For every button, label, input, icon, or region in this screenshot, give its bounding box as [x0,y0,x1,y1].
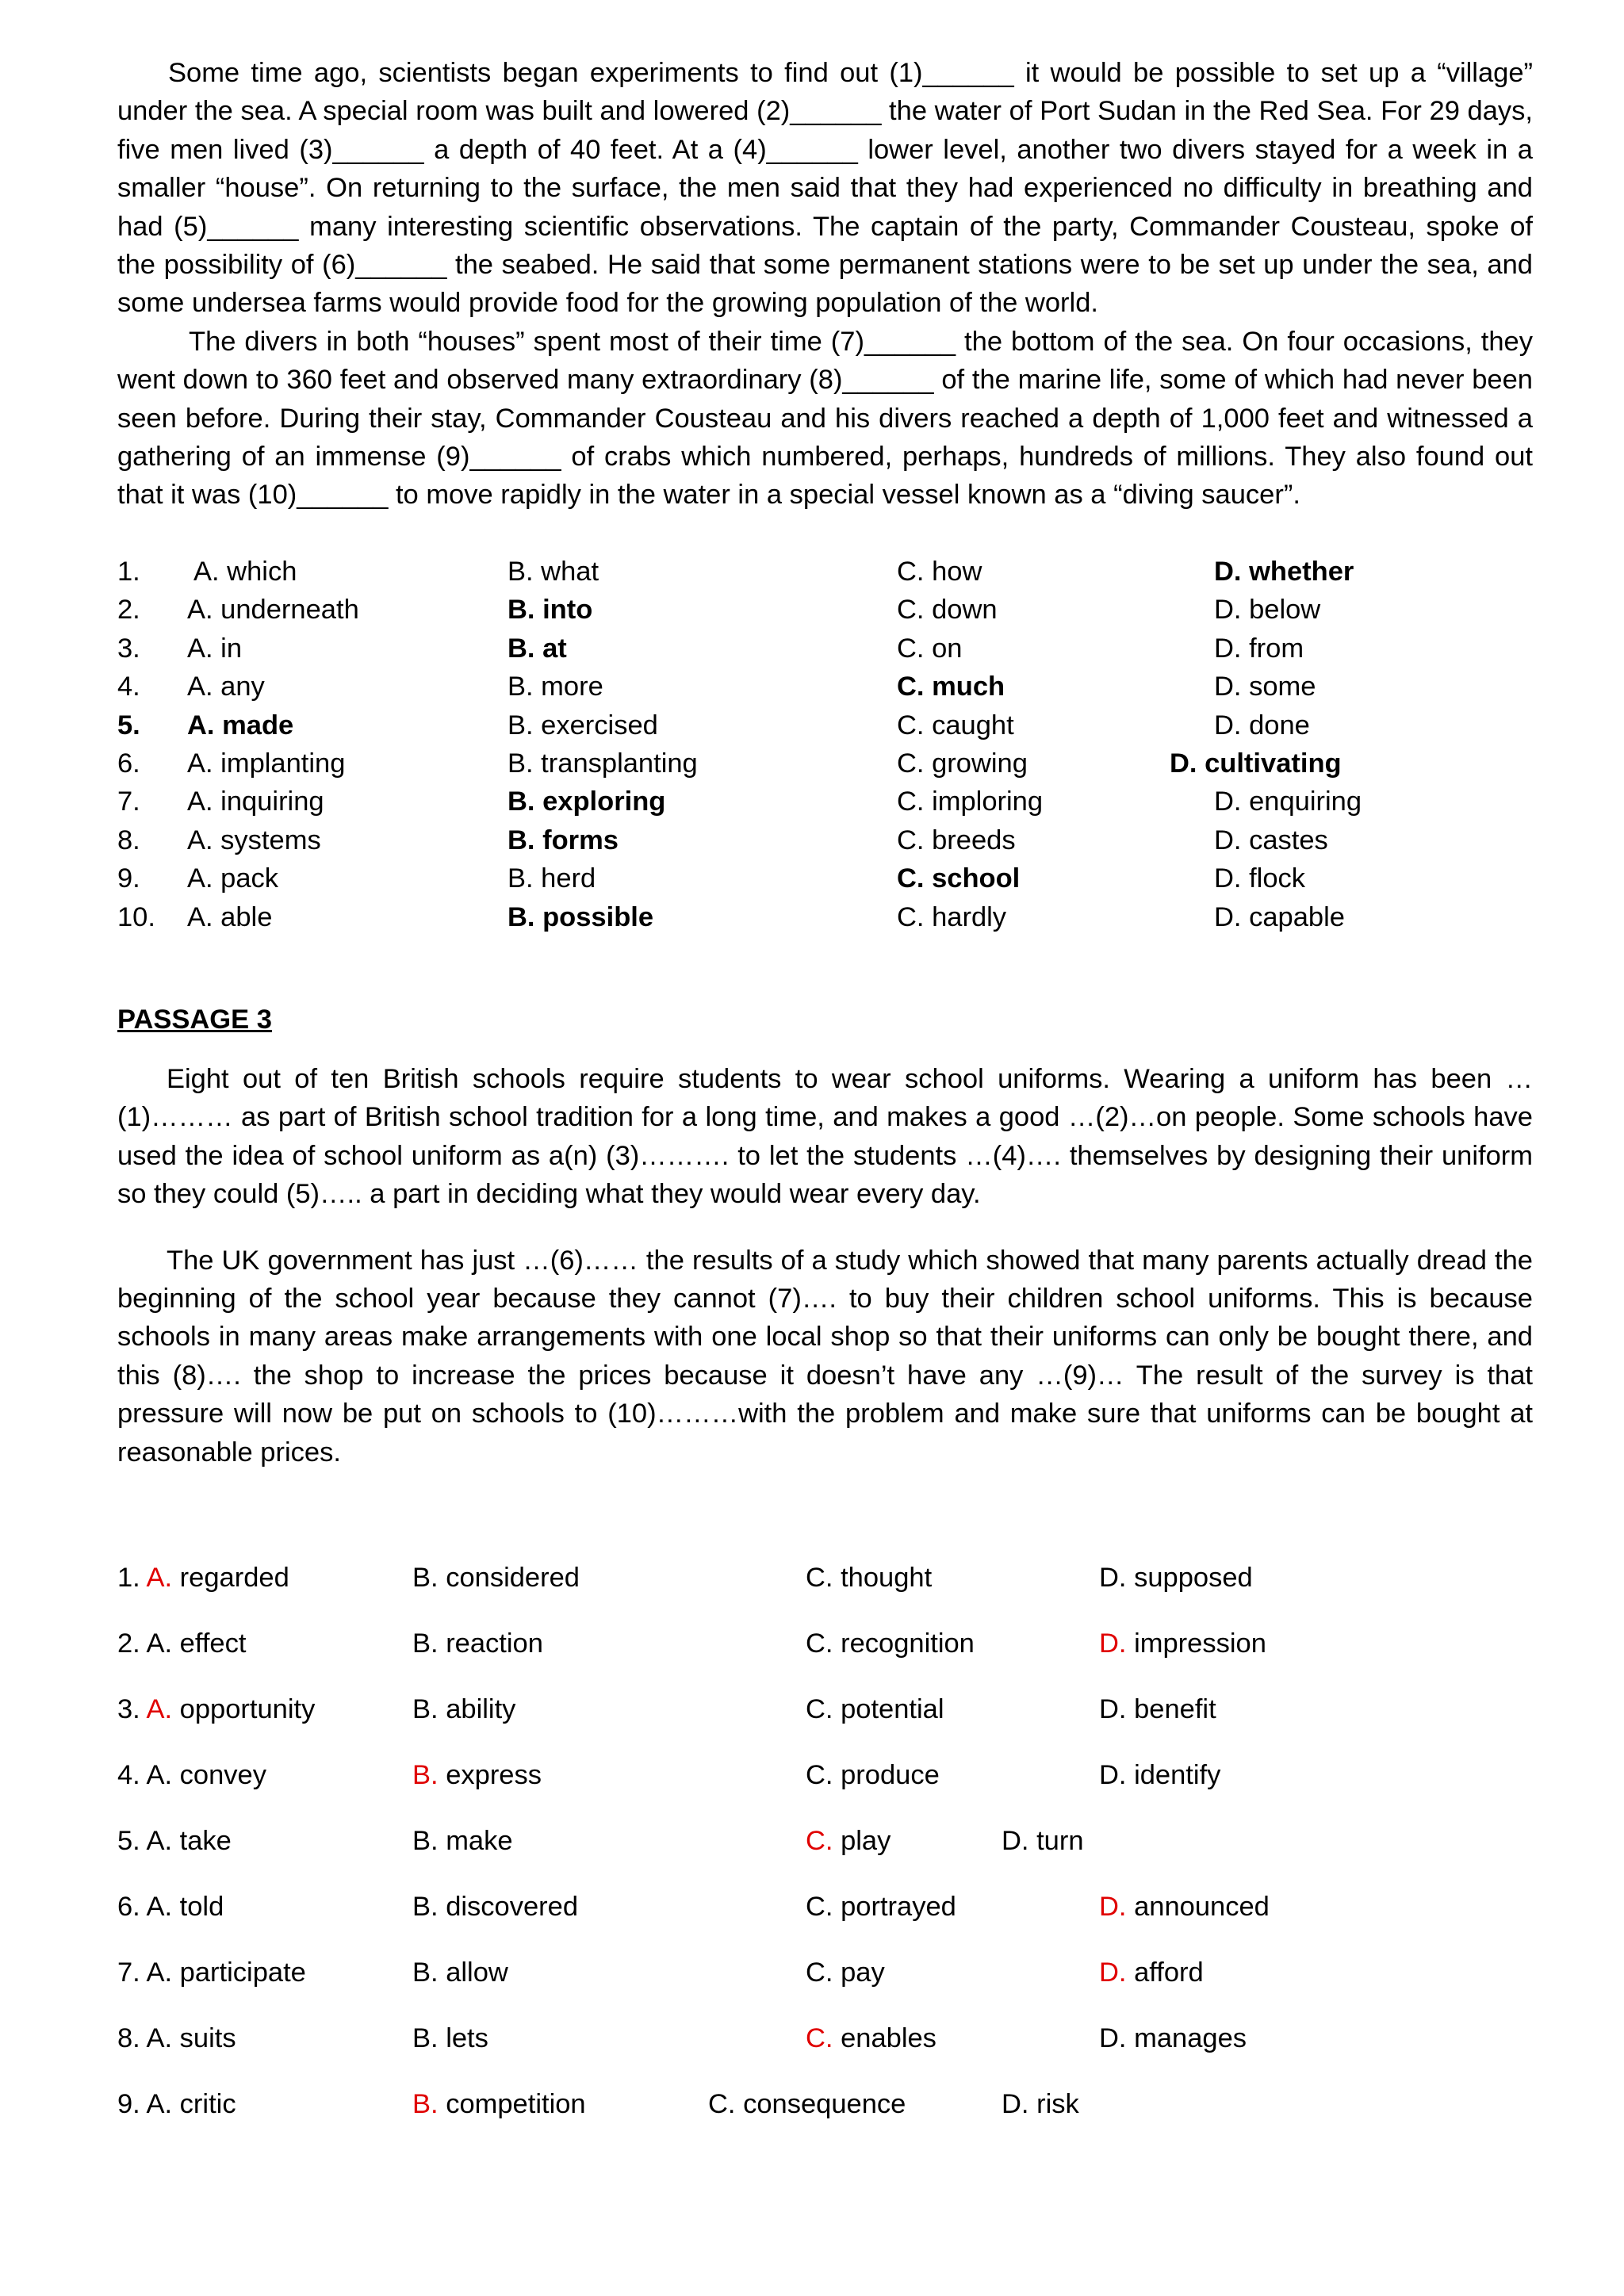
option-b: B. forms [508,825,619,855]
option-letter: A. [146,1563,173,1593]
option-text: identify [1126,1760,1221,1790]
option-a [117,2019,236,2057]
option-text: afford [1126,1957,1204,1988]
option-d: D. capable [1214,901,1345,932]
question-number: 6. [117,748,140,779]
option-c: C. breeds [897,825,1016,855]
option-text: convey [172,1760,266,1790]
option-letter: C. [806,1694,833,1724]
question-number: 5. [117,710,140,740]
option-text: regarded [172,1563,289,1593]
option-letter: C. [806,2023,833,2053]
option-a [117,1690,315,1728]
option-letter: B. [412,1892,439,1922]
passage2-question-row [117,898,1545,936]
option-c: C. school [897,863,1021,894]
option-letter: D. [1099,1957,1127,1988]
option-b: B. more [508,672,603,702]
option-text: participate [172,1957,306,1988]
option-text: ability [438,1694,516,1724]
passage2-question-row [117,744,1545,783]
option-letter: C. [806,1826,833,1856]
option-b: B. exploring [508,786,666,817]
option-c [806,1888,956,1926]
option-a [117,1756,266,1794]
option-d: D. some [1214,672,1316,702]
option-a: A. any [187,672,265,702]
option-a [117,1559,289,1597]
option-letter: B. [412,1694,439,1724]
option-b: B. into [508,595,593,626]
option-c [806,1559,932,1597]
option-b [412,1624,543,1663]
option-b: B. transplanting [508,748,698,779]
option-a [117,1954,306,1992]
option-text: opportunity [172,1694,316,1724]
option-c [806,2019,936,2057]
option-text: risk [1028,2089,1079,2119]
option-text: suits [172,2023,236,2053]
passage3-paragraph-2: The UK government has just …(6)…… the results of a study which showed that many parents actually dread the beginning of the school year because they cannot (7)…. to buy their children school uniforms. This is because schools in many areas make arrangements with one local shop so that their uniforms can only be bought there, and this (8)…. the shop to increase the prices because it doesn’t have any …(9)… The result of the survey is that pressure will now be put on schools to (10)………with the problem and make sure that uniforms can be bought at reasonable prices. [117,1245,1533,1468]
option-b: B. herd [508,863,596,894]
question-number: 3. [117,633,140,664]
option-letter: C. [806,1892,833,1922]
option-c [806,1690,944,1728]
question-number: 9. [117,863,140,894]
option-letter: A. [146,1694,173,1724]
option-letter: B. [412,1957,439,1988]
option-text: allow [438,1957,508,1988]
option-d [1099,1690,1216,1728]
option-d: D. enquiring [1214,786,1362,817]
option-letter: C. [806,1760,833,1790]
passage3-question-row [117,2085,1545,2151]
option-letter: D. [1099,2023,1127,2053]
option-a: A. inquiring [187,786,324,817]
passage3-heading: PASSAGE 3 [117,1004,272,1035]
question-number: 4. [117,1760,147,1790]
option-text: turn [1028,1826,1084,1856]
option-letter: B. [412,1760,439,1790]
option-letter: D. [1099,1628,1127,1659]
question-number: 3. [117,1694,147,1724]
option-letter: D. [1099,1760,1127,1790]
option-text: impression [1126,1628,1266,1659]
question-number: 7. [117,1957,147,1988]
option-a [117,1822,232,1860]
question-number: 7. [117,786,140,817]
option-c: C. on [897,633,963,664]
option-a [117,1888,224,1926]
option-d [1099,1756,1220,1794]
option-c: C. imploring [897,786,1044,817]
option-b: B. exercised [508,710,658,740]
option-b [412,2085,586,2123]
passage3-question-row [117,2019,1545,2085]
option-d [1002,2085,1079,2123]
passage2-paragraph-2: The divers in both “houses” spent most of their time (7)______ the bottom of the sea. On four occasions, they went down to 360 feet and observed many extraordinary (8)______ of the marine life, some of which had never been seen before. During their stay, Commander Cousteau and his divers reached a depth of 1,000 feet and witnessed a gathering of an immense (9)______ of crabs which numbered, perhaps, hundreds of millions. They also found out that it was (10)______ to move rapidly in the water in a special vessel known as a “diving saucer”. [117,326,1533,511]
option-a: A. implanting [187,748,346,779]
question-number: 2. [117,595,140,626]
question-number: 1. [117,1563,147,1593]
passage3-question-row [117,1559,1545,1624]
option-letter: D. [1002,2089,1029,2119]
question-number: 6. [117,1892,147,1922]
option-d: D. whether [1214,557,1354,587]
passage3-question-row [117,1954,1545,2019]
option-text: manages [1126,2023,1247,2053]
option-b [412,2019,488,2057]
option-text: produce [833,1760,940,1790]
option-c [806,1756,940,1794]
option-text: discovered [438,1892,579,1922]
option-b: B. possible [508,901,654,932]
option-a: A. systems [187,825,321,855]
option-d [1099,1624,1266,1663]
option-d: D. done [1214,710,1310,740]
option-text: announced [1126,1892,1270,1922]
option-d [1099,2019,1247,2057]
option-letter: A. [146,2023,173,2053]
option-letter: A. [146,1628,173,1659]
option-c [806,1624,975,1663]
option-b [412,1888,578,1926]
option-letter: B. [412,2023,439,2053]
option-d: D. castes [1214,825,1328,855]
option-d: D. flock [1214,863,1306,894]
option-text: potential [833,1694,944,1724]
question-number: 1. [117,557,140,587]
option-letter: D. [1099,1694,1127,1724]
option-c: C. much [897,672,1005,702]
option-b [412,1690,515,1728]
question-number: 2. [117,1628,147,1659]
passage2-question-row [117,706,1545,744]
option-text: competition [438,2089,586,2119]
option-text: recognition [833,1628,975,1659]
passage3-question-row [117,1756,1545,1822]
option-letter: C. [806,1628,833,1659]
passage2-question-row [117,629,1545,668]
option-text: make [438,1826,513,1856]
option-b: B. what [508,557,599,587]
question-number: 5. [117,1826,147,1856]
passage3-question-row [117,1624,1545,1690]
option-text: considered [438,1563,580,1593]
passage3-question-row [117,1822,1545,1888]
option-letter: D. [1099,1563,1127,1593]
option-text: play [833,1826,891,1856]
option-d [1099,1559,1253,1597]
option-text: take [172,1826,232,1856]
question-number: 8. [117,2023,147,2053]
option-text: pay [833,1957,885,1988]
option-text: enables [833,2023,936,2053]
option-text: lets [438,2023,488,2053]
option-letter: D. [1099,1892,1127,1922]
passage3-answer-grid [117,1559,1545,2151]
option-c [708,2085,906,2123]
passage3-paragraph-1: Eight out of ten British schools require students to wear school uniforms. Wearing a uniform has been …(1)……… as part of British school tradition for a long time, and makes a good …(2)…on people. Some schools have used the idea of school uniform as a(n) (3)………. to let the students …(4)…. themselves by designing their uniform so they could (5)….. a part in deciding what they would wear every day. [117,1064,1533,1210]
option-c: C. hardly [897,901,1007,932]
option-letter: B. [412,1628,439,1659]
option-letter: B. [412,2089,439,2119]
option-text: supposed [1126,1563,1253,1593]
question-number: 9. [117,2089,147,2119]
option-a: A. pack [187,863,279,894]
option-b [412,1954,508,1992]
option-b: B. at [508,633,567,664]
option-text: effect [172,1628,247,1659]
option-letter: A. [146,2089,173,2119]
passage2-question-row [117,591,1545,629]
passage2-question-row [117,783,1545,821]
option-b [412,1559,580,1597]
option-a [117,2085,236,2123]
question-number: 4. [117,672,140,702]
option-letter: C. [806,1563,833,1593]
option-text: critic [172,2089,236,2119]
option-c: C. down [897,595,998,626]
passage2-paragraph-1: Some time ago, scientists began experiments to find out (1)______ it would be possible to set up a “village” under the sea. A special room was built and lowered (2)______ the water of Port Sudan in the Red Sea. For 29 days, five men lived (3)______ a depth of 40 feet. At a (4)______ lower level, another two divers stayed for a week in a smaller “house”. On returning to the surface, the men said that they had experienced no difficulty in breathing and had (5)______ many interesting scientific observations. The captain of the party, Commander Cousteau, spoke of the possibility of (6)______ the seabed. He said that some permanent stations were to be set up under the sea, and some undersea farms would provide food for the growing population of the world. [117,58,1533,319]
option-letter: A. [146,1957,173,1988]
passage2-answer-grid [117,553,1545,936]
passage3-question-row [117,1888,1545,1954]
option-b [412,1822,513,1860]
option-a: A. underneath [187,595,359,626]
passage3-question-row [117,1690,1545,1756]
option-d: D. from [1214,633,1304,664]
option-letter: D. [1002,1826,1029,1856]
option-d [1002,1822,1084,1860]
passage2-question-row [117,668,1545,706]
option-text: express [438,1760,542,1790]
option-letter: A. [146,1892,173,1922]
option-a: A. able [187,901,273,932]
question-number: 8. [117,825,140,855]
option-letter: B. [412,1563,439,1593]
option-a: A. made [187,710,294,740]
option-c [806,1822,891,1860]
option-letter: A. [146,1826,173,1856]
option-text: reaction [438,1628,543,1659]
option-letter: C. [806,1957,833,1988]
option-text: thought [833,1563,933,1593]
option-c [806,1954,885,1992]
option-letter: B. [412,1826,439,1856]
option-b [412,1756,542,1794]
option-letter: A. [146,1760,173,1790]
option-d: D. below [1214,595,1321,626]
option-a [117,1624,246,1663]
option-letter: C. [708,2089,736,2119]
option-c: C. how [897,557,982,587]
option-d [1099,1954,1204,1992]
passage3-text [117,1060,1533,1471]
option-a: A. which [193,557,297,587]
option-c: C. growing [897,748,1028,779]
question-number: 10. [117,901,155,932]
option-text: consequence [735,2089,906,2119]
passage2-question-row [117,859,1545,897]
option-text: benefit [1126,1694,1216,1724]
option-text: told [172,1892,224,1922]
option-text: portrayed [833,1892,956,1922]
option-a: A. in [187,633,243,664]
passage2-question-row [117,821,1545,859]
option-d [1099,1888,1270,1926]
passage2-text [117,54,1533,515]
option-d: D. cultivating [1170,748,1342,779]
passage2-question-row [117,553,1545,591]
option-c: C. caught [897,710,1014,740]
